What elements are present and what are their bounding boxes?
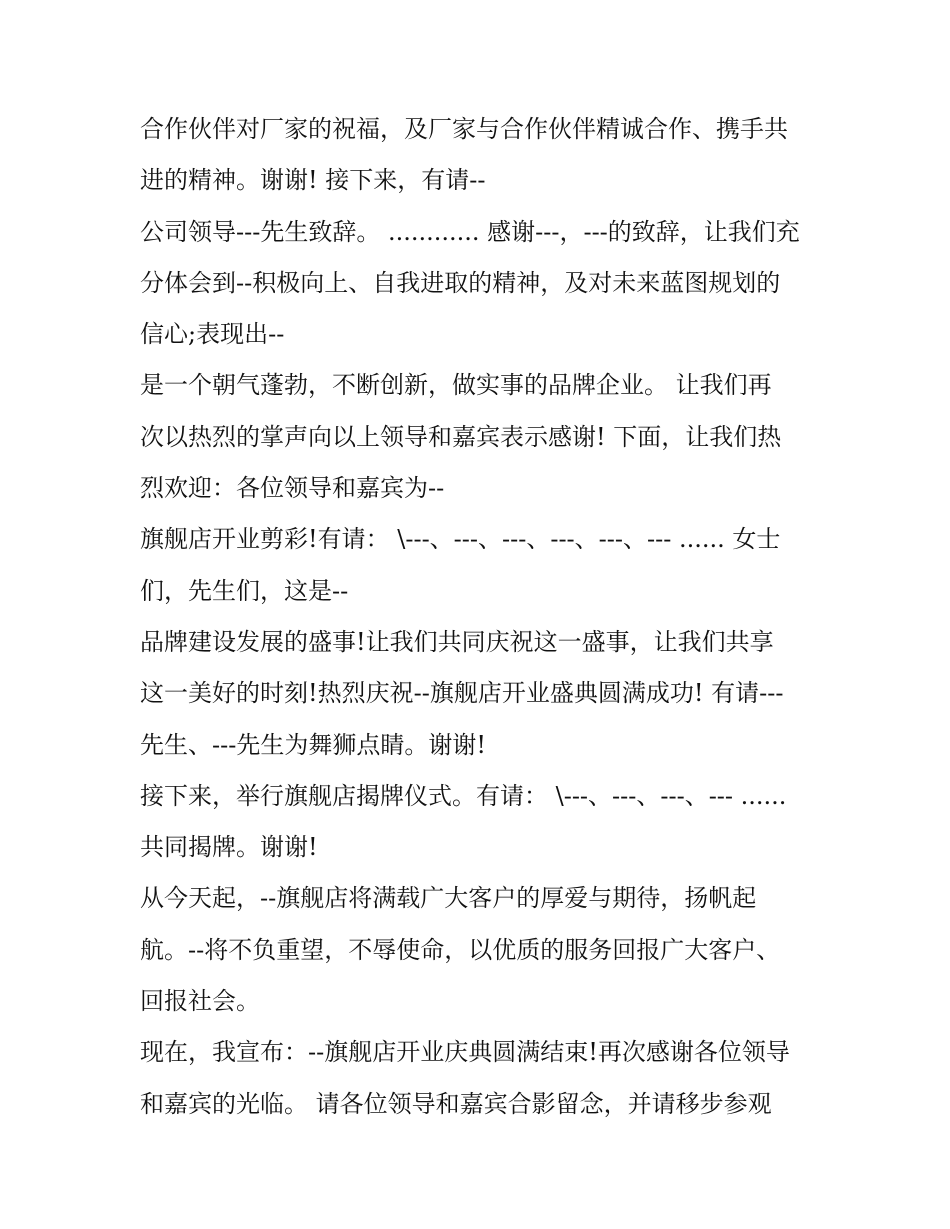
text-line: 接下来，举行旗舰店揭牌仪式。有请： \---、---、---、--- ......	[140, 781, 787, 810]
text-line: 这一美好的时刻!热烈庆祝--旗舰店开业盛典圆满成功! 有请---	[140, 679, 784, 708]
text-line: 旗舰店开业剪彩!有请： \---、---、---、---、---、--- ...... 女士	[140, 525, 781, 554]
text-line: 们，先生们，这是--	[140, 576, 349, 605]
text-line: 航。--将不负重望，不辱使命，以优质的服务回报广大客户、	[140, 935, 781, 964]
text-line: 是一个朝气蓬勃，不断创新，做实事的品牌企业。 让我们再	[140, 371, 772, 400]
text-line: 从今天起，--旗舰店将满载广大客户的厚爱与期待，扬帆起	[140, 884, 757, 913]
text-line: 合作伙伴对厂家的祝福，及厂家与合作伙伴精诚合作、携手共	[140, 115, 788, 143]
text-line: 公司领导---先生致辞。 ............ 感谢---，---的致辞，让我们充	[140, 217, 800, 246]
text-line: 品牌建设发展的盛事!让我们共同庆祝这一盛事，让我们共享	[140, 627, 774, 656]
text-line: 回报社会。	[140, 987, 260, 1016]
text-line: 烈欢迎：各位领导和嘉宾为--	[140, 474, 445, 503]
text-line: 和嘉宾的光临。 请各位领导和嘉宾合影留念，并请移步参观	[140, 1089, 772, 1118]
text-line: 信心;表现出--	[140, 320, 285, 349]
text-line: 现在，我宣布：--旗舰店开业庆典圆满结束!再次感谢各位领导	[140, 1038, 790, 1067]
text-line: 先生、---先生为舞狮点睛。谢谢!	[140, 730, 486, 759]
text-line: 次以热烈的掌声向以上领导和嘉宾表示感谢! 下面，让我们热	[140, 422, 782, 451]
document-body	[140, 104, 820, 1130]
text-line: 进的精神。谢谢! 接下来，有请--	[140, 166, 486, 195]
text-line: 分体会到--积极向上、自我进取的精神，及对未来蓝图规划的	[140, 268, 781, 297]
text-line: 共同揭牌。谢谢!	[140, 833, 318, 862]
